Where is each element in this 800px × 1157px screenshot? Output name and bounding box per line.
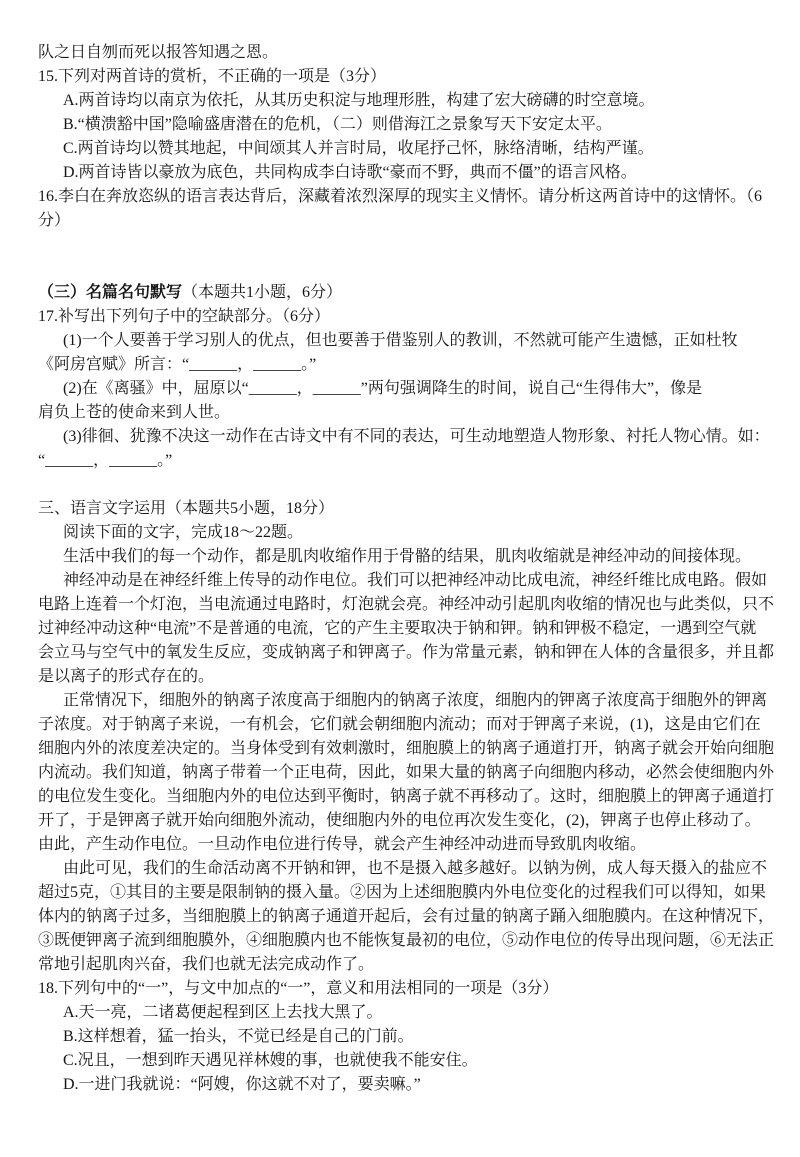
text-line: 阅读下面的文字，完成18～22题。 <box>63 524 304 541</box>
text-line: 分） <box>38 212 71 229</box>
text-line: 18.下列句中的“一”，与文中加点的“一”，意义和用法相同的一项是（3分） <box>38 980 559 997</box>
text-line: A.天一亮，二诸葛便起程到区上去找大黑了。 <box>63 1004 383 1021</box>
text-line: D.两首诗皆以豪放为底色，共同构成李白诗歌“豪而不野，典而不僵”的语言风格。 <box>63 164 637 181</box>
text-line: 会立马与空气中的氧发生反应，变成钠离子和钾离子。作为常量元素，钠和钾在人体的含量很多，并且都 <box>38 644 774 661</box>
text-line <box>38 281 774 305</box>
text-line: 《阿房宫赋》所言：“______，______。” <box>38 356 317 373</box>
text-line: 细胞内外的浓度差决定的。当身体受到有效刺激时，细胞膜上的钠离子通道打开，钠离子就会开始向细胞 <box>38 740 774 757</box>
text-line: 三、语言文字运用（本题共5小题，18分） <box>38 500 335 517</box>
text-line: 17.补写出下列句子中的空缺部分。（6分） <box>38 308 331 325</box>
text-line: ③既便钾离子流到细胞膜外，④细胞膜内也不能恢复最初的电位，⑤动作电位的传导出现问题，⑥无法正 <box>38 932 774 949</box>
text-line: 体内的钠离子过多，当细胞膜上的钠离子通道开起后，会有过量的钠离子踊入细胞膜内。在这种情况下， <box>38 908 774 925</box>
text-line: 子浓度。对于钠离子来说，一有机会，它们就会朝细胞内流动；而对于钾离子来说，(1)，这是由它们在 <box>38 716 761 733</box>
text-line: 由此，产生动作电位。一旦动作电位进行传导，就会产生神经冲动进而导致肌肉收缩。 <box>38 836 647 853</box>
text-line: “______，______。” <box>38 452 173 469</box>
text-line: 15.下列对两首诗的赏析，不正确的一项是（3分） <box>38 68 387 85</box>
text-line: C.两首诗均以赞其地起，中间颂其人并言时局，收尾抒己怀，脉络清晰，结构严谨。 <box>63 140 654 157</box>
text-line: 肩负上苍的使命来到人世。 <box>38 404 231 421</box>
text-line: 的电位发生变化。当细胞内外的电位达到平衡时，钠离子就不再移动了。这时，细胞膜上的钾离子通道打 <box>38 788 774 805</box>
text-line: 超过5克，①其目的主要是限制钠的摄入量。②因为上述细胞膜内外电位变化的过程我们可以得知，如果 <box>38 884 767 901</box>
text-line: (3)徘徊、犹豫不决这一动作在古诗文中有不同的表达，可生动地塑造人物形象、衬托人物心情。如： <box>63 428 770 445</box>
text-line: 开了，于是钾离子就开始向细胞外流动，使细胞内外的电位再次发生变化，(2)，钾离子也停止移动了。 <box>38 812 761 829</box>
text-line: D.一进门我就说：“阿嫂，你这就不对了，要卖嘛。” <box>63 1076 421 1093</box>
text-line: 16.李白在奔放恣纵的语言表达背后，深藏着浓烈深厚的现实主义情怀。请分析这两首诗中的这情怀。（6 <box>38 188 763 205</box>
blank-line <box>38 233 774 257</box>
text-line: 队之日自刎而死以报答知遇之恩。 <box>38 44 279 61</box>
text-line: 电路上连着一个灯泡，当电流通过电路时，灯泡就会亮。神经冲动引起肌肉收缩的情况也与此类似，只不 <box>38 596 774 613</box>
text-line: (1)一个人要善于学习别人的优点，但也要善于借鉴别人的教训，不然就可能产生遗憾，正如杜牧 <box>63 332 738 349</box>
text-line: A.两首诗均以南京为依托，从其历史积淀与地理形胜，构建了宏大磅礴的时空意境。 <box>63 92 655 109</box>
text-line: C.况且，一想到昨天遇见祥林嫂的事，也就使我不能安住。 <box>63 1052 478 1069</box>
text-line: 神经冲动是在神经纤维上传导的动作电位。我们可以把神经冲动比成电流，神经纤维比成电路。假如 <box>63 572 768 589</box>
blank-line <box>38 257 774 281</box>
blank-line <box>38 473 774 497</box>
text-line: 内流动。我们知道，钠离子带着一个正电荷，因此，如果大量的钠离子向细胞内移动，必然会使细胞内外 <box>38 764 774 781</box>
text-line: (2)在《离骚》中，屈原以“______，______”两句强调降生的时间，说自己“生得伟大”，像是 <box>63 380 703 397</box>
text-line: 过神经冲动这种“电流”不是普通的电流，它的产生主要取决于钠和钾。钠和钾极不稳定，一遇到空气就 <box>38 620 757 637</box>
text-line: 正常情况下，细胞外的钠离子浓度高于细胞内的钠离子浓度，细胞内的钾离子浓度高于细胞外的钾离 <box>63 692 768 709</box>
text-line: B.“横溃豁中国”隐喻盛唐潜在的危机，（二）则借海江之景象写天下安定太平。 <box>63 116 612 133</box>
text-line: 由此可见，我们的生命活动离不开钠和钾，也不是摄入越多越好。以钠为例，成人每天摄入的盐应不 <box>63 860 768 877</box>
text-line: 生活中我们的每一个动作，都是肌肉收缩作用于骨骼的结果，肌肉收缩就是神经冲动的间接体现。 <box>63 548 752 565</box>
text-line: 常地引起肌肉兴奋，我们也就无法完成动作了。 <box>38 956 375 973</box>
text-line: 是以离子的形式存在的。 <box>38 668 215 685</box>
section-heading-suffix: （本题共1小题，6分） <box>182 284 343 301</box>
document-lines <box>38 41 774 1097</box>
text-line: B.这样想着，猛一抬头，不觉已经是自己的门前。 <box>63 1028 414 1045</box>
section-heading: （三）名篇名句默写 <box>38 284 183 301</box>
